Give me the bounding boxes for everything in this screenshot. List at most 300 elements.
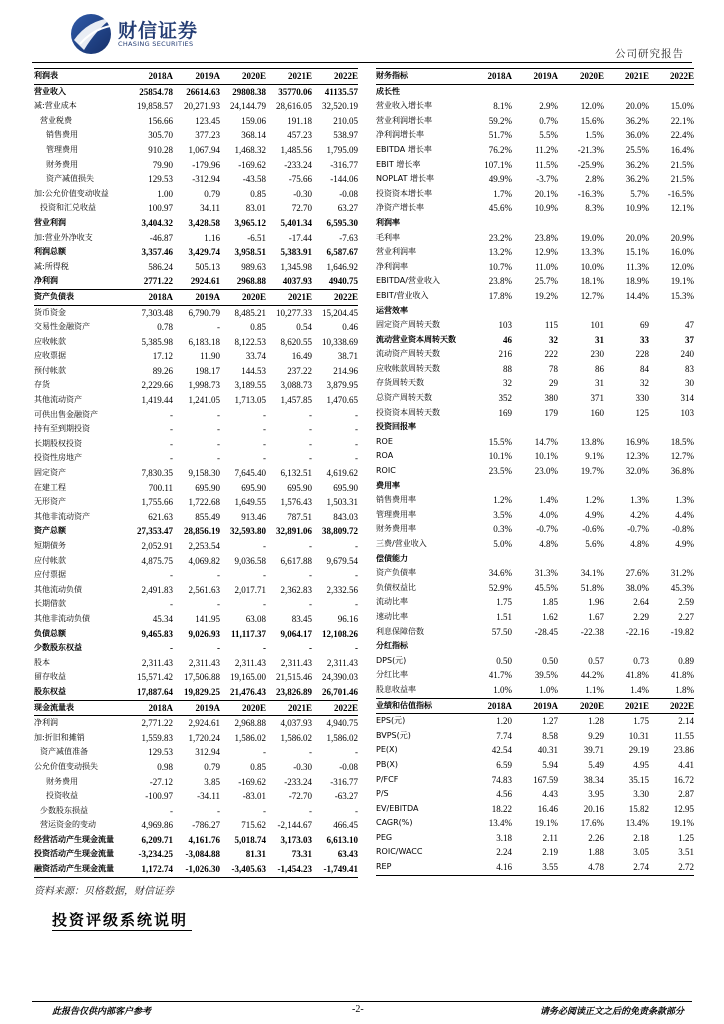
cell-value: 9,036.58 xyxy=(234,555,266,566)
cell-value: -16.3% xyxy=(577,188,604,199)
cell-value: -316.77 xyxy=(330,159,358,170)
cell-value: 1,457.85 xyxy=(280,395,312,406)
cell-value: 2,311.43 xyxy=(326,657,358,668)
row-label: BVPS(元) xyxy=(376,730,411,740)
cell-value: 9,026.93 xyxy=(188,628,220,639)
cell-value: 144.53 xyxy=(241,365,266,376)
cell-value: 1,720.24 xyxy=(188,732,220,743)
cell-value: 12,108.26 xyxy=(322,628,358,639)
cell-value: 1,503.31 xyxy=(326,497,358,508)
cell-value: 1.96 xyxy=(588,597,604,608)
brand-name-cn: 财信证券 xyxy=(118,20,199,42)
cell-value: 14.7% xyxy=(534,436,558,447)
cell-value: 2,311.43 xyxy=(234,657,266,668)
row-label: EV/EBITDA xyxy=(376,803,419,813)
cell-value xyxy=(649,552,694,567)
row-label: 净利润率 xyxy=(376,261,408,271)
cell-value: 7,830.35 xyxy=(141,468,173,479)
cell-value: 1,468.32 xyxy=(234,144,266,155)
cell-value: 31.3% xyxy=(534,568,558,579)
row-label: 加:营业外净收支 xyxy=(34,232,93,242)
cell-value: 17,506.88 xyxy=(184,672,220,683)
cell-value: 35770.06 xyxy=(278,86,312,97)
table-row xyxy=(376,318,694,333)
cell-value: 700.11 xyxy=(148,482,173,493)
row-label: 营业利润增长率 xyxy=(376,115,432,125)
cell-value: 3,958.51 xyxy=(234,247,266,258)
cell-value: 0.79 xyxy=(204,761,220,772)
cell-value xyxy=(512,84,558,99)
cell-value: 84 xyxy=(640,363,649,374)
row-label: 财务指标 xyxy=(376,69,468,85)
cell-value: - xyxy=(263,438,266,449)
cell-value: 36.0% xyxy=(625,130,649,141)
cell-value: 1,722.68 xyxy=(188,497,220,508)
cell-value: 18.22 xyxy=(491,803,512,814)
cell-value: 5.7% xyxy=(630,188,649,199)
cell-value: -1,749.41 xyxy=(312,862,358,877)
cell-value: 1,649.55 xyxy=(234,497,266,508)
cell-value: 21.5% xyxy=(670,159,694,170)
cell-value: 57.50 xyxy=(491,626,512,637)
table-row xyxy=(34,158,358,173)
table-row xyxy=(34,99,358,114)
cell-value: 32 xyxy=(640,378,649,389)
row-label: 投资活动产生现金流量 xyxy=(34,849,114,859)
row-label: 预付帐款 xyxy=(34,365,66,375)
header-divider xyxy=(32,62,692,63)
cell-value xyxy=(512,639,558,654)
cell-value: 466.45 xyxy=(333,820,358,831)
cell-value: 0.85 xyxy=(250,322,266,333)
cell-value: 100.97 xyxy=(148,203,173,214)
cell-value: 17.8% xyxy=(488,290,512,301)
cell-value: 12.3% xyxy=(625,451,649,462)
cell-value: 2,253.54 xyxy=(188,541,220,551)
cell-value: 1.62 xyxy=(542,611,558,622)
cell-value xyxy=(468,216,512,231)
cell-value: 586.24 xyxy=(148,261,173,272)
cell-value xyxy=(468,304,512,319)
cell-value: 695.90 xyxy=(333,482,358,493)
cell-value xyxy=(604,84,649,99)
cell-value: 1,067.94 xyxy=(188,144,220,155)
cell-value: 0.7% xyxy=(539,115,558,126)
cell-value: - xyxy=(263,599,266,610)
cell-value xyxy=(558,216,604,231)
page-number: -2- xyxy=(352,1004,364,1015)
cell-value: 4.0% xyxy=(539,509,558,520)
cell-value: 3.51 xyxy=(678,847,694,858)
cell-value: - xyxy=(355,599,358,610)
cell-value: 24,390.03 xyxy=(322,672,358,683)
cell-value: 11.3% xyxy=(626,261,649,272)
cell-value: 4.43 xyxy=(542,789,558,800)
cell-value: 20.0% xyxy=(625,101,649,112)
cell-value: 1,485.56 xyxy=(280,144,312,155)
row-label: 存货周转天数 xyxy=(376,378,424,388)
cell-value: - xyxy=(217,570,220,581)
cell-value: 4,161.76 xyxy=(188,834,220,845)
row-label: 利润表 xyxy=(34,69,126,85)
cell-value: 9,158.30 xyxy=(188,468,220,479)
cell-value: 2019A xyxy=(173,700,220,716)
cell-value: 16.49 xyxy=(291,351,312,362)
cell-value: 169 xyxy=(498,407,512,418)
table-row xyxy=(34,143,358,158)
cell-value: 12.7% xyxy=(670,451,694,462)
table-row xyxy=(376,216,694,231)
cell-value: 4.9% xyxy=(675,539,694,549)
cell-value: 621.63 xyxy=(148,511,173,522)
table-row xyxy=(34,393,358,408)
row-label: 营运资金的变动 xyxy=(40,820,96,830)
table-row xyxy=(376,668,694,683)
cell-value: 3,189.55 xyxy=(234,380,266,391)
cell-value: 19,858.57 xyxy=(137,101,173,112)
table-row xyxy=(34,568,358,583)
table-row xyxy=(376,158,694,173)
row-label: 应收票据 xyxy=(34,351,66,361)
cell-value: 19.2% xyxy=(534,290,558,301)
cell-value: 2,311.43 xyxy=(188,657,220,668)
cell-value: 4037.93 xyxy=(282,276,312,287)
cell-value: 7,303.48 xyxy=(141,307,173,318)
row-label: 净利润增长率 xyxy=(376,130,424,140)
row-label: 投资收益 xyxy=(46,791,78,801)
row-label: 短期债务 xyxy=(34,541,66,550)
cell-value: 314 xyxy=(680,393,694,404)
cell-value: 2018A xyxy=(468,698,512,714)
cell-value: -3.7% xyxy=(536,174,558,185)
cell-value: 1.2% xyxy=(493,495,512,506)
cell-value: 89.26 xyxy=(152,365,173,376)
cell-value: 1,586.02 xyxy=(234,732,266,743)
cell-value: 910.28 xyxy=(148,144,173,155)
table-row xyxy=(376,860,694,875)
table-row xyxy=(34,670,358,685)
cell-value: -2,144.67 xyxy=(277,820,312,831)
page-header xyxy=(0,0,724,64)
row-label: ROA xyxy=(376,451,394,461)
cell-value: 216 xyxy=(498,349,512,360)
cell-value: 25.5% xyxy=(625,144,649,155)
cell-value xyxy=(558,479,604,494)
row-label: 销售费用 xyxy=(46,130,78,140)
cell-value: 19,165.00 xyxy=(230,672,266,683)
table-row xyxy=(34,481,358,496)
cell-value: - xyxy=(355,805,358,816)
cell-value: 2,924.61 xyxy=(188,718,220,729)
cell-value: 12.0% xyxy=(580,101,604,112)
table-section-header xyxy=(376,698,694,714)
cell-value: 1.67 xyxy=(588,611,604,622)
footer-disclaimer-right: 请务必阅读正文之后的免责条款部分 xyxy=(539,1007,684,1017)
row-label: REP xyxy=(376,860,468,875)
cell-value: 1.0% xyxy=(493,684,512,695)
cell-value: 13.3% xyxy=(580,247,604,258)
cell-value xyxy=(604,639,649,654)
cell-value: 28,856.19 xyxy=(184,526,220,537)
cell-value: - xyxy=(309,570,312,581)
row-label: 三费/营业收入 xyxy=(376,539,427,548)
table-row xyxy=(34,245,358,260)
cell-value: 0.50 xyxy=(496,655,512,666)
cell-value: 2,311.43 xyxy=(141,657,173,668)
cell-value: 19.1% xyxy=(670,276,694,287)
row-label: 长期股权投资 xyxy=(34,438,82,448)
cell-value: 5,401.34 xyxy=(280,217,312,228)
cell-value: 15.6% xyxy=(580,115,604,126)
row-label: 费用率 xyxy=(376,480,400,490)
cell-value: 2.87 xyxy=(678,789,694,800)
cell-value: 3,404.32 xyxy=(141,217,173,228)
cell-value: -0.30 xyxy=(293,761,312,772)
table-row xyxy=(376,231,694,246)
table-row xyxy=(376,729,694,744)
cell-value: -179.96 xyxy=(192,159,220,170)
row-label: 加:公允价值变动收益 xyxy=(34,188,109,198)
cell-value: 16.72 xyxy=(673,774,694,785)
table-row xyxy=(34,364,358,379)
row-label: ROIC/WACC xyxy=(376,847,423,857)
cell-value: 26,701.46 xyxy=(322,686,358,697)
table-row xyxy=(34,847,358,862)
cell-value: 46 xyxy=(503,334,512,345)
cell-value: 11.90 xyxy=(200,351,220,362)
cell-value: 4,619.62 xyxy=(326,468,358,479)
table-row xyxy=(376,639,694,654)
cell-value: -25.9% xyxy=(577,159,604,170)
cell-value: 2.26 xyxy=(588,832,604,843)
cell-value: 88 xyxy=(503,363,512,374)
cell-value: 103 xyxy=(498,320,512,331)
cell-value: 19.1% xyxy=(670,818,694,829)
cell-value: -233.24 xyxy=(284,159,312,170)
cell-value: - xyxy=(309,747,312,758)
cell-value: 11.55 xyxy=(674,730,694,741)
row-label: 公允价值变动损失 xyxy=(34,761,98,771)
cell-value: 368.14 xyxy=(241,130,266,141)
cell-value: -83.01 xyxy=(242,791,266,802)
cell-value: 5.5% xyxy=(539,130,558,141)
row-label: ROIC xyxy=(376,466,396,476)
cell-value: 228 xyxy=(635,349,649,360)
row-label: 利润总额 xyxy=(34,247,66,257)
cell-value: 15.5% xyxy=(488,436,512,447)
cell-value: 0.78 xyxy=(157,322,173,333)
cell-value: 4.9% xyxy=(585,509,604,520)
cell-value: - xyxy=(355,438,358,449)
table-section-header xyxy=(34,289,358,305)
table-row xyxy=(376,743,694,758)
table-row xyxy=(34,627,358,642)
cell-value: - xyxy=(355,453,358,464)
cell-value: 11,117.37 xyxy=(230,628,266,639)
brand-name-en: CHASING SECURITIES xyxy=(118,40,194,48)
cell-value: 4.56 xyxy=(496,789,512,800)
row-label: 销售费用率 xyxy=(376,495,416,505)
cell-value: 13.2% xyxy=(488,247,512,258)
row-label: 分红比率 xyxy=(376,670,408,680)
cell-value: 3,088.73 xyxy=(280,380,312,391)
cell-value: 1,576.43 xyxy=(280,497,312,508)
row-label: 减:所得税 xyxy=(34,261,69,271)
cell-value: 25854.78 xyxy=(139,86,173,97)
cell-value: -786.27 xyxy=(192,820,220,831)
row-label: 现金流量表 xyxy=(34,700,126,716)
cell-value: 8,122.53 xyxy=(234,336,266,347)
table-row xyxy=(34,583,358,598)
table-row xyxy=(376,566,694,581)
table-row xyxy=(34,862,358,877)
cell-value: 16.46 xyxy=(537,803,558,814)
cell-value: 41.7% xyxy=(488,670,512,681)
cell-value: 17,887.64 xyxy=(137,686,173,697)
table-row xyxy=(34,128,358,143)
cell-value: 2.14 xyxy=(678,716,694,727)
cell-value xyxy=(468,84,512,99)
row-label: 股东权益 xyxy=(34,686,66,696)
cell-value: 2.24 xyxy=(496,847,512,858)
row-label: 其他流动负债 xyxy=(34,584,82,594)
cell-value: 27,353.47 xyxy=(137,526,173,537)
cell-value: 457.23 xyxy=(287,130,312,141)
cell-value: - xyxy=(309,409,312,420)
cell-value: 1.27 xyxy=(542,716,558,727)
cell-value: 103 xyxy=(680,407,694,418)
cell-value: 21,515.46 xyxy=(276,672,312,683)
cell-value: 0.79 xyxy=(204,188,220,199)
cell-value: 1.88 xyxy=(588,847,604,858)
cell-value: 30 xyxy=(685,378,694,389)
cell-value: 2,229.66 xyxy=(141,380,173,391)
cell-value xyxy=(649,420,694,435)
row-label: 利润率 xyxy=(376,217,400,227)
row-label: 股息收益率 xyxy=(376,684,416,694)
cell-value: 2021E xyxy=(604,698,649,714)
cell-value: 29.19 xyxy=(628,745,649,756)
table-row xyxy=(34,274,358,289)
cell-value: 9,465.83 xyxy=(141,628,173,639)
table-row xyxy=(34,597,358,612)
cell-value: 26614.63 xyxy=(186,86,220,97)
cell-value: 1.51 xyxy=(496,611,512,622)
cell-value: 34.1% xyxy=(580,568,604,579)
table-row xyxy=(376,143,694,158)
cell-value: - xyxy=(217,805,220,816)
cell-value: 74.83 xyxy=(491,774,512,785)
cell-value: - xyxy=(217,424,220,435)
cell-value: 22.1% xyxy=(670,115,694,126)
cell-value: -169.62 xyxy=(238,159,266,170)
table-row xyxy=(376,201,694,216)
cell-value: 4,875.75 xyxy=(141,555,173,566)
cell-value: -0.8% xyxy=(672,524,694,535)
cell-value: 15.3% xyxy=(670,290,694,301)
cell-value: 1.7% xyxy=(493,188,512,199)
cell-value: 12.0% xyxy=(670,261,694,272)
cell-value: -3,405.63 xyxy=(220,862,266,877)
table-row xyxy=(34,789,358,804)
cell-value: 210.05 xyxy=(333,115,358,126)
row-label: ROE xyxy=(376,436,393,446)
cell-value: 32,891.06 xyxy=(276,526,312,537)
cell-value: 76.2% xyxy=(488,144,512,155)
table-row xyxy=(376,289,694,304)
table-row xyxy=(34,466,358,481)
cell-value: -34.11 xyxy=(197,791,220,802)
cell-value: 13.4% xyxy=(488,818,512,829)
cell-value: -1,454.23 xyxy=(266,862,312,877)
cell-value: 0.46 xyxy=(342,322,358,333)
cell-value: 8.3% xyxy=(585,203,604,214)
table-row xyxy=(34,320,358,335)
cell-value: 2.72 xyxy=(649,860,694,875)
financial-statements-table xyxy=(34,68,358,878)
cell-value: 39.5% xyxy=(534,670,558,681)
cell-value: -312.94 xyxy=(192,174,220,185)
cell-value: 3.18 xyxy=(496,832,512,843)
cell-value: 715.62 xyxy=(241,820,266,831)
table-row xyxy=(34,451,358,466)
row-label: EBITDA 增长率 xyxy=(376,144,432,154)
cell-value: 69 xyxy=(640,320,649,331)
table-row xyxy=(376,537,694,552)
rating-title-underline xyxy=(52,930,192,931)
cell-value xyxy=(649,639,694,654)
cell-value: 2,771.22 xyxy=(141,718,173,729)
cell-value: 1.85 xyxy=(542,597,558,608)
cell-value: 39.71 xyxy=(583,745,604,756)
cell-value: 14.4% xyxy=(625,290,649,301)
cell-value: - xyxy=(309,599,312,610)
cell-value: 843.03 xyxy=(333,511,358,522)
cell-value: 1,470.65 xyxy=(326,395,358,406)
cell-value: 41.8% xyxy=(670,670,694,681)
table-row xyxy=(376,376,694,391)
cell-value: 695.90 xyxy=(241,482,266,493)
cell-value: 855.49 xyxy=(195,511,220,522)
cell-value xyxy=(558,552,604,567)
cell-value: 37 xyxy=(685,334,694,345)
cell-value: 32,520.19 xyxy=(322,101,358,112)
cell-value xyxy=(649,304,694,319)
cell-value: 41135.57 xyxy=(324,86,358,97)
cell-value: -17.44 xyxy=(288,232,312,243)
cell-value: 3,173.03 xyxy=(280,834,312,845)
cell-value: - xyxy=(309,643,312,654)
cell-value: 6,587.67 xyxy=(326,247,358,258)
cell-value: 4,940.75 xyxy=(326,718,358,729)
cell-value: 63.08 xyxy=(245,613,266,624)
cell-value: 129.53 xyxy=(148,174,173,185)
cell-value: 159.06 xyxy=(241,115,266,126)
cell-value xyxy=(468,552,512,567)
cell-value: 47 xyxy=(685,320,694,331)
cell-value: 141.95 xyxy=(195,613,220,624)
cell-value: 2018A xyxy=(126,69,173,85)
cell-value: 36.8% xyxy=(670,466,694,477)
table-row xyxy=(376,714,694,729)
cell-value: 0.89 xyxy=(678,655,694,666)
cell-value: 31 xyxy=(595,378,604,389)
cell-value: -1,026.30 xyxy=(173,862,220,877)
cell-value: 9.29 xyxy=(588,730,604,741)
cell-value: 125 xyxy=(635,407,649,418)
cell-value: -28.45 xyxy=(534,626,558,637)
cell-value: 38,809.72 xyxy=(322,526,358,537)
